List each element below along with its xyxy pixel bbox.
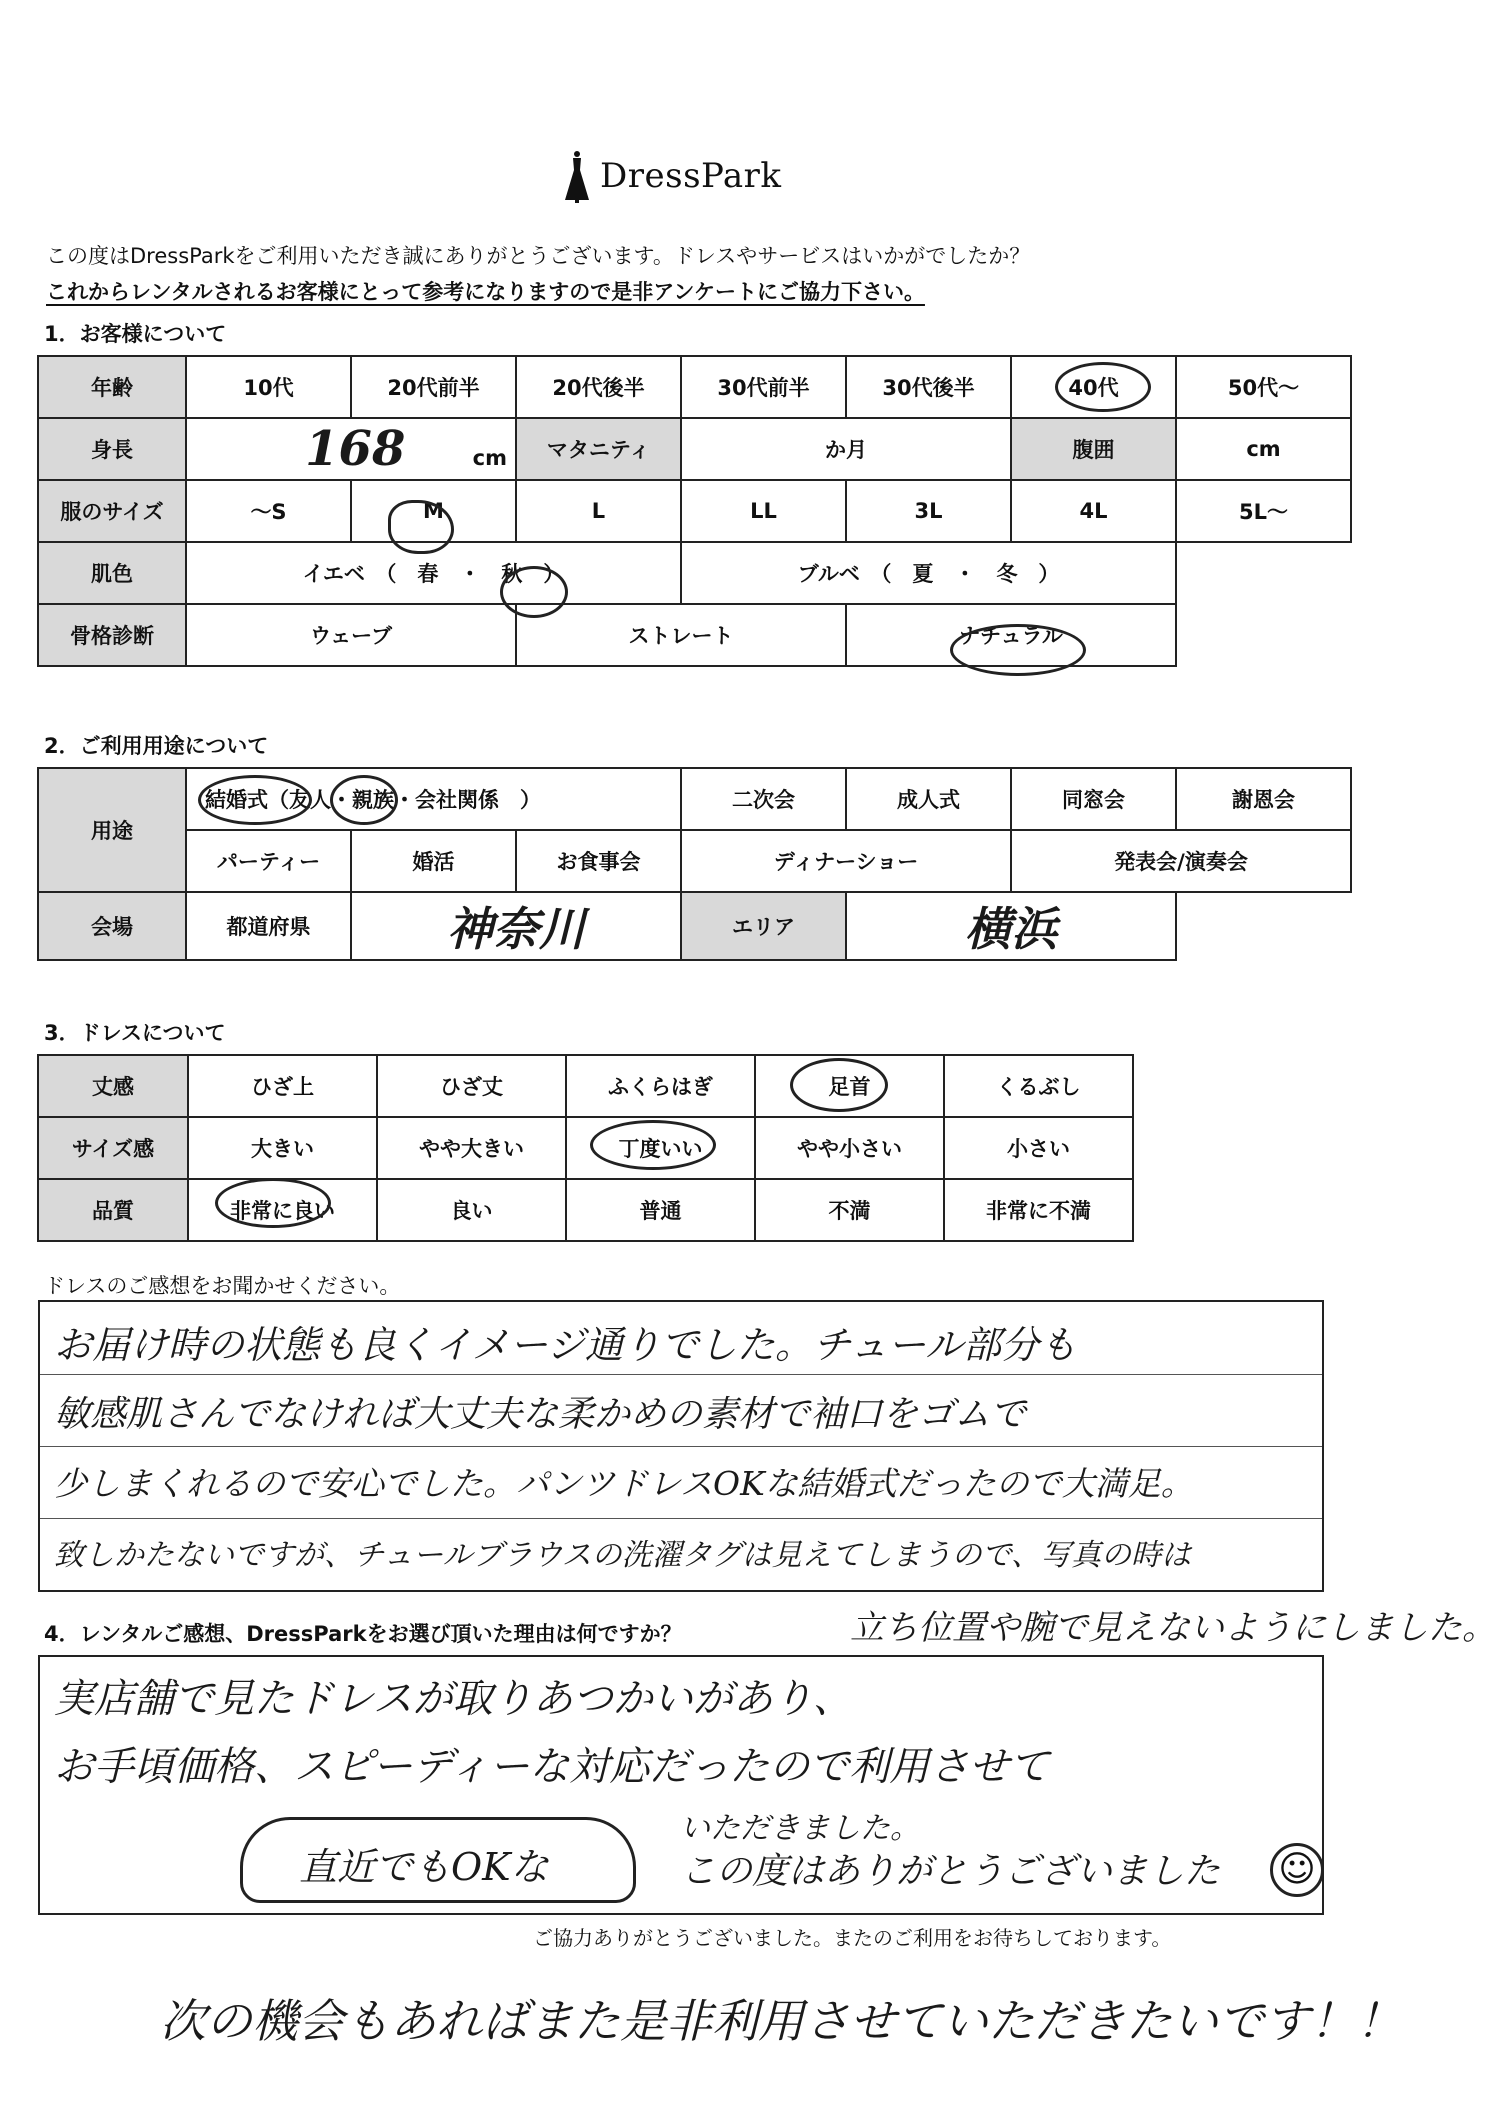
speech-bubble bbox=[240, 1817, 636, 1903]
thanks-text: ご協力ありがとうございました。またのご利用をお待ちしております。 bbox=[533, 1926, 1172, 1950]
rental-comment-box[interactable] bbox=[38, 1655, 1324, 1915]
purpose-option[interactable]: お食事会 bbox=[516, 830, 681, 892]
frame-selection-circle bbox=[950, 624, 1086, 676]
length-option-selected[interactable]: 足首 bbox=[755, 1055, 944, 1117]
belly-label: 腹囲 bbox=[1011, 418, 1176, 480]
area-value: 横浜 bbox=[965, 902, 1058, 956]
purpose-row-2 bbox=[38, 830, 1351, 892]
size-option[interactable]: ～S bbox=[186, 480, 351, 542]
purpose-wedding[interactable]: 結婚式（友人・親族・会社関係 ） bbox=[186, 768, 681, 830]
area-cell[interactable] bbox=[846, 892, 1176, 960]
height-label: 身長 bbox=[38, 418, 186, 480]
size-option[interactable]: 4L bbox=[1011, 480, 1176, 542]
quality-option[interactable]: 普通 bbox=[566, 1179, 755, 1241]
dress-comment-line: お届け時の状態も良くイメージ通りでした。チュール部分も bbox=[54, 1323, 1077, 1367]
age-selection-circle bbox=[1055, 362, 1151, 412]
age-option-selected[interactable]: 40代 bbox=[1011, 356, 1176, 418]
ruled-line bbox=[40, 1446, 1322, 1447]
bubble-note: 直近でもOKな bbox=[299, 1845, 549, 1889]
height-row bbox=[38, 418, 1351, 480]
quality-option[interactable]: 良い bbox=[377, 1179, 566, 1241]
dress-comment-box[interactable] bbox=[38, 1300, 1324, 1592]
brand-name: DressPark bbox=[600, 156, 782, 196]
skin-label: 肌色 bbox=[38, 542, 186, 604]
age-option[interactable]: 20代後半 bbox=[516, 356, 681, 418]
skin-blue[interactable]: ブルベ （ 夏 ・ 冬 ） bbox=[681, 542, 1176, 604]
dress-comment-prompt: ドレスのご感想をお聞かせください。 bbox=[44, 1274, 401, 1298]
purpose-option[interactable]: 謝恩会 bbox=[1176, 768, 1351, 830]
age-option[interactable]: 20代前半 bbox=[351, 356, 516, 418]
empty-cell bbox=[1176, 604, 1351, 666]
empty-cell bbox=[1176, 542, 1351, 604]
size-option[interactable]: 5L～ bbox=[1176, 480, 1351, 542]
smile-icon: ☺ bbox=[1270, 1843, 1324, 1897]
rental-comment-line: 実店舗で見たドレスが取りあつかいがあり、 bbox=[54, 1676, 853, 1722]
size-label: 服のサイズ bbox=[38, 480, 186, 542]
ruled-line bbox=[40, 1374, 1322, 1375]
dress-table bbox=[37, 1054, 1134, 1242]
age-label: 年齢 bbox=[38, 356, 186, 418]
purpose-label: 用途 bbox=[38, 768, 186, 892]
section2-title: 2．ご利用用途について bbox=[44, 734, 269, 758]
length-option[interactable]: ひざ丈 bbox=[377, 1055, 566, 1117]
prefecture-cell[interactable] bbox=[351, 892, 681, 960]
fit-option[interactable]: やや小さい bbox=[755, 1117, 944, 1179]
intro-request: これからレンタルされるお客様にとって参考になりますので是非アンケートにご協力下さい。 bbox=[46, 280, 925, 304]
skin-row bbox=[38, 542, 1351, 604]
fit-option-selected[interactable]: 丁度いい bbox=[566, 1117, 755, 1179]
fit-label: サイズ感 bbox=[38, 1117, 188, 1179]
fit-option[interactable]: やや大きい bbox=[377, 1117, 566, 1179]
quality-option[interactable]: 非常に不満 bbox=[944, 1179, 1133, 1241]
fit-option[interactable]: 小さい bbox=[944, 1117, 1133, 1179]
rental-comment-line: いただきました。 bbox=[680, 1811, 920, 1846]
frame-row bbox=[38, 604, 1351, 666]
brand-logo bbox=[560, 150, 800, 210]
footer-handwritten: 次の機会もあればまた是非利用させていただきたいです！！ bbox=[160, 1994, 1402, 2048]
quality-selection-circle bbox=[215, 1178, 331, 1228]
age-option[interactable]: 30代前半 bbox=[681, 356, 846, 418]
age-option[interactable]: 30代後半 bbox=[846, 356, 1011, 418]
purpose-option[interactable]: パーティー bbox=[186, 830, 351, 892]
frame-option[interactable]: ウェーブ bbox=[186, 604, 516, 666]
fit-option[interactable]: 大きい bbox=[188, 1117, 377, 1179]
length-option[interactable]: くるぶし bbox=[944, 1055, 1133, 1117]
fit-row bbox=[38, 1117, 1133, 1179]
section1-title: 1．お客様について bbox=[44, 322, 227, 346]
height-unit: cm bbox=[472, 446, 507, 470]
purpose-option[interactable]: 発表会/演奏会 bbox=[1011, 830, 1351, 892]
length-row bbox=[38, 1055, 1133, 1117]
dress-comment-line: 少しまくれるので安心でした。パンツドレスOKな結婚式だったので大満足。 bbox=[54, 1464, 1194, 1503]
purpose-option[interactable]: 二次会 bbox=[681, 768, 846, 830]
dress-comment-line: 致しかたないですが、チュールブラウスの洗濯タグは見えてしまうので、写真の時は bbox=[54, 1538, 1191, 1573]
length-option[interactable]: ひざ上 bbox=[188, 1055, 377, 1117]
prefecture-value: 神奈川 bbox=[447, 902, 586, 956]
ruled-line bbox=[40, 1518, 1322, 1519]
fit-selection-circle bbox=[590, 1120, 716, 1170]
section3-title: 3．ドレスについて bbox=[44, 1021, 226, 1045]
dress-comment-overflow: 立ち位置や腕で見えないようにしました。 bbox=[850, 1608, 1496, 1648]
section4-title: 4．レンタルご感想、DressParkをお選び頂いた理由は何ですか？ bbox=[44, 1622, 682, 1646]
quality-label: 品質 bbox=[38, 1179, 188, 1241]
age-option[interactable]: 50代～ bbox=[1176, 356, 1351, 418]
length-label: 丈感 bbox=[38, 1055, 188, 1117]
purpose-option[interactable]: ディナーショー bbox=[681, 830, 1011, 892]
size-row bbox=[38, 480, 1351, 542]
quality-row bbox=[38, 1179, 1133, 1241]
quality-option-selected[interactable]: 非常に良い bbox=[188, 1179, 377, 1241]
skin-yellow[interactable]: イエベ （ 春 ・ 秋 ） bbox=[186, 542, 681, 604]
frame-option-selected[interactable]: ナチュラル bbox=[846, 604, 1176, 666]
customer-table bbox=[37, 355, 1352, 667]
frame-label: 骨格診断 bbox=[38, 604, 186, 666]
dress-icon bbox=[562, 150, 592, 204]
size-option[interactable]: L bbox=[516, 480, 681, 542]
dress-comment-line: 敏感肌さんでなければ大丈夫な柔かめの素材で袖口をゴムで bbox=[54, 1394, 1027, 1435]
rental-comment-line: この度はありがとうございました bbox=[680, 1851, 1221, 1892]
friend-selection-circle bbox=[330, 775, 398, 825]
skin-selection-circle bbox=[500, 566, 568, 618]
quality-option[interactable]: 不満 bbox=[755, 1179, 944, 1241]
height-value: 168 bbox=[305, 421, 406, 477]
length-selection-circle bbox=[790, 1058, 888, 1112]
intro-text: この度はDressParkをご利用いただき誠にありがとうございます。ドレスやサービスはいかがでしたか？ bbox=[46, 244, 1031, 268]
size-option[interactable]: 3L bbox=[846, 480, 1011, 542]
venue-label: 会場 bbox=[38, 892, 186, 960]
age-row bbox=[38, 356, 1351, 418]
purpose-option[interactable]: 成人式 bbox=[846, 768, 1011, 830]
length-option[interactable]: ふくらはぎ bbox=[566, 1055, 755, 1117]
venue-row bbox=[38, 892, 1351, 960]
size-option[interactable]: LL bbox=[681, 480, 846, 542]
height-cell[interactable] bbox=[186, 418, 516, 480]
frame-option[interactable]: ストレート bbox=[516, 604, 846, 666]
empty-cell bbox=[1176, 892, 1351, 960]
prefecture-label: 都道府県 bbox=[186, 892, 351, 960]
size-option-selected[interactable]: M bbox=[351, 480, 516, 542]
belly-unit[interactable]: cm bbox=[1176, 418, 1351, 480]
wedding-selection-circle bbox=[198, 775, 312, 825]
rental-comment-line: お手頃価格、スピーディーな対応だったので利用させて bbox=[54, 1744, 1050, 1790]
purpose-option[interactable]: 同窓会 bbox=[1011, 768, 1176, 830]
age-option[interactable]: 10代 bbox=[186, 356, 351, 418]
maternity-label: マタニティ bbox=[516, 418, 681, 480]
maternity-months[interactable]: か月 bbox=[681, 418, 1011, 480]
purpose-option[interactable]: 婚活 bbox=[351, 830, 516, 892]
area-label: エリア bbox=[681, 892, 846, 960]
